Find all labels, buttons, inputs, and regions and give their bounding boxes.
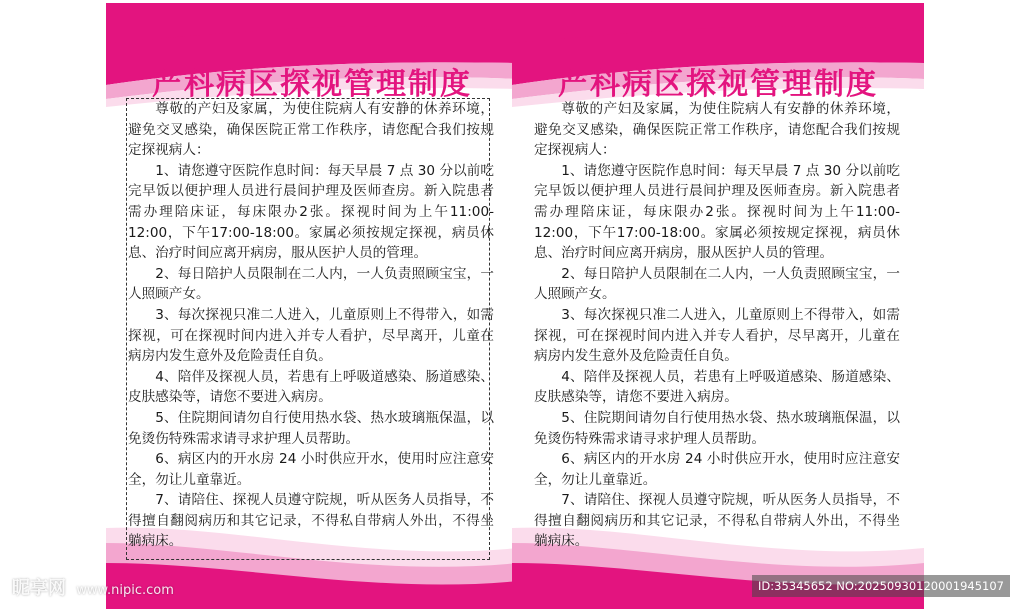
poster-panel-right [512, 3, 924, 609]
poster-title: 产科病区探视管理制度 [152, 67, 472, 102]
rule-item: 4、陪伴及探视人员，若患有上呼吸道感染、肠道感染、皮肤感染等，请您不要进入病房。 [128, 368, 494, 406]
rule-item: 7、请陪住、探视人员遵守院规，听从医务人员指导，不得擅自翻阅病历和其它记录，不得私自带病人外出，不得坐躺病床。 [534, 492, 900, 550]
site-watermark [12, 574, 174, 600]
rule-item: 6、病区内的开水房 24 小时供应开水，使用时应注意安全，勿让儿童靠近。 [128, 451, 494, 488]
rule-item: 7、请陪住、探视人员遵守院规，听从医务人员指导，不得擅自翻阅病历和其它记录，不得私自带病人外出，不得坐躺病床。 [128, 492, 494, 550]
image-id-watermark: ID:35345652 NO:20250930120001945107 [752, 575, 1010, 597]
rule-item: 3、每次探视只准二人进入，儿童原则上不得带入，如需探视，可在探视时间内进入并专人看护，尽早离开，儿童在病房内发生意外及危险责任自负。 [128, 306, 494, 365]
poster-body [534, 99, 900, 552]
site-name: 昵享网 [12, 578, 66, 599]
intro-paragraph: 尊敬的产妇及家属，为使住院病人有安静的休养环境，避免交叉感染，确保医院正常工作秩序，请您配合我们按规定探视病人： [128, 101, 494, 159]
rule-item: 1、请您遵守医院作息时间：每天早晨 7 点 30 分以前吃完早饭以便护理人员进行晨间护理及医师查房。新入院患者需办理陪床证，每床限办2张。探视时间为上午11:00-12:00，下午17:00-18:00。家属必须按规定探视，病员休息、治疗时间应离开病房，服从医护人员的管理。 [128, 162, 494, 262]
site-url: www.nipic.com [76, 583, 174, 598]
rule-item: 2、每日陪护人员限制在二人内，一人负责照顾宝宝，一人照顾产女。 [128, 265, 494, 303]
rule-item: 6、病区内的开水房 24 小时供应开水，使用时应注意安全，勿让儿童靠近。 [534, 451, 900, 488]
rule-item: 2、每日陪护人员限制在二人内，一人负责照顾宝宝，一人照顾产女。 [534, 265, 900, 303]
poster-title: 产科病区探视管理制度 [558, 67, 878, 102]
rule-item: 5、住院期间请勿自行使用热水袋、热水玻璃瓶保温，以免烫伤特殊需求请寻求护理人员帮助。 [534, 409, 900, 447]
poster-panel-left [106, 3, 518, 609]
rule-item: 4、陪伴及探视人员，若患有上呼吸道感染、肠道感染、皮肤感染等，请您不要进入病房。 [534, 368, 900, 406]
rule-item: 1、请您遵守医院作息时间：每天早晨 7 点 30 分以前吃完早饭以便护理人员进行晨间护理及医师查房。新入院患者需办理陪床证，每床限办2张。探视时间为上午11:00-12:00，下午17:00-18:00。家属必须按规定探视，病员休息、治疗时间应离开病房，服从医护人员的管理。 [534, 162, 900, 262]
rule-item: 3、每次探视只准二人进入，儿童原则上不得带入，如需探视，可在探视时间内进入并专人看护，尽早离开，儿童在病房内发生意外及危险责任自负。 [534, 306, 900, 365]
rule-item: 5、住院期间请勿自行使用热水袋、热水玻璃瓶保温，以免烫伤特殊需求请寻求护理人员帮助。 [128, 409, 494, 447]
poster-body [128, 99, 494, 552]
intro-paragraph: 尊敬的产妇及家属，为使住院病人有安静的休养环境，避免交叉感染，确保医院正常工作秩序，请您配合我们按规定探视病人： [534, 101, 900, 159]
